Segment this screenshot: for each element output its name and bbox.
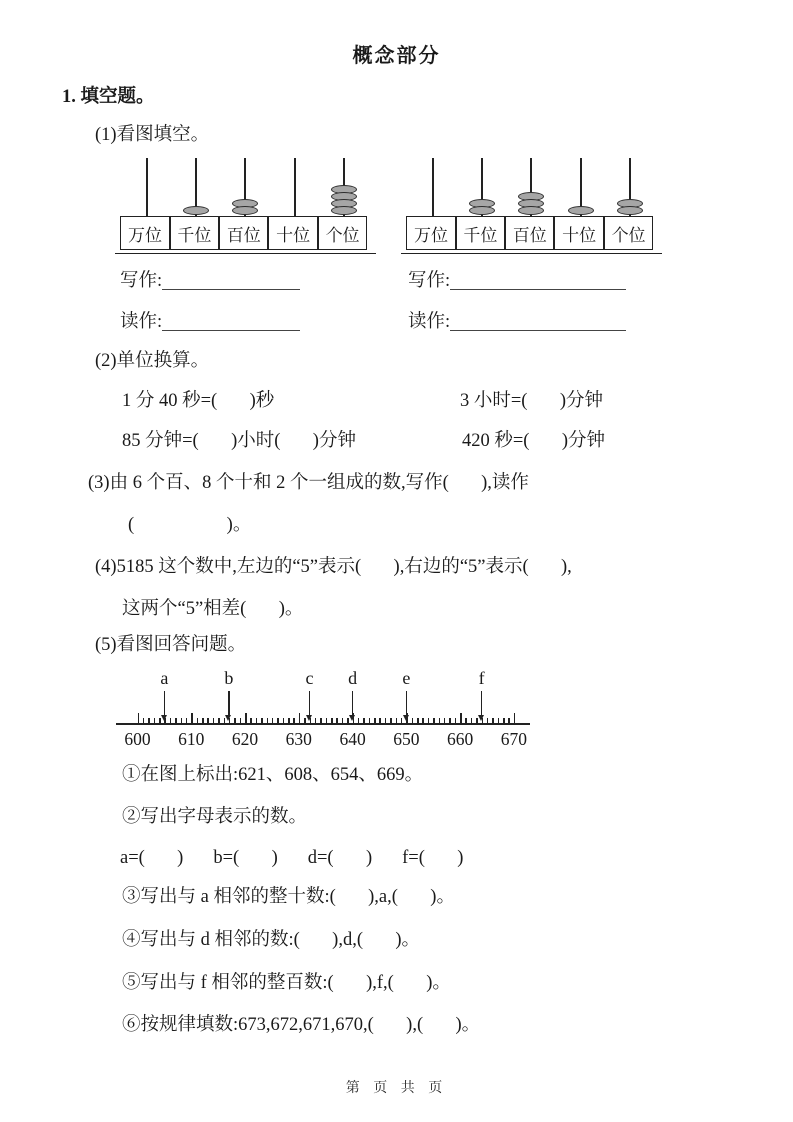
axis-tick-label: 630 [285, 729, 312, 749]
bead-stack [617, 201, 643, 215]
marker-arrowhead-icon [161, 715, 167, 721]
marker-arrow-stem [164, 691, 166, 716]
abacus-column [320, 158, 369, 250]
write-row-right [408, 266, 626, 292]
bead-stack [331, 187, 357, 215]
axis-tick [191, 713, 193, 723]
place-value-cell: 千位 [456, 216, 505, 250]
axis-tick [471, 718, 473, 723]
part2-line1-left: 1 分 40 秒=( )秒 [122, 391, 275, 411]
abacus-rod [146, 158, 148, 217]
write-label: 写作: [408, 271, 451, 291]
question-1-heading: 1. 填空题。 [62, 87, 155, 107]
axis-tick [218, 718, 220, 723]
axis-tick [250, 718, 252, 723]
read-row-right [408, 307, 626, 333]
part5-sub3: ③写出与 a 相邻的整十数:( ),a,( )。 [122, 887, 455, 907]
abacus-column [270, 158, 319, 250]
axis-tick [428, 718, 430, 723]
axis-tick [433, 718, 435, 723]
axis-tick [143, 718, 145, 723]
axis-tick [148, 718, 150, 723]
axis-tick [396, 718, 398, 723]
abacus-bead [469, 206, 495, 215]
read-row-left [120, 307, 300, 333]
marker-letter: f [478, 668, 485, 688]
abacus-column [221, 158, 270, 250]
axis-tick [197, 718, 199, 723]
abacus-column [507, 158, 556, 250]
part1-label: (1)看图填空。 [95, 125, 210, 145]
part3-line2: ( )。 [128, 515, 252, 535]
axis-tick [186, 718, 188, 723]
axis-tick [234, 718, 236, 723]
marker-letter: d [348, 668, 358, 688]
read-label: 读作: [120, 312, 163, 332]
abacus-left [122, 158, 369, 250]
place-value-cell: 个位 [604, 216, 653, 250]
abacus-bead [518, 206, 544, 215]
axis-tick [449, 718, 451, 723]
axis-tick [299, 713, 301, 723]
abacus-column [556, 158, 605, 250]
axis-tick [385, 718, 387, 723]
abacus-column [457, 158, 506, 250]
marker-arrowhead-icon [403, 715, 409, 721]
blank-d: d=( ) [307, 848, 373, 868]
axis-tick [379, 718, 381, 723]
axis-tick [374, 718, 376, 723]
abacus-rod [294, 158, 296, 217]
axis-tick [498, 718, 500, 723]
abacus-bead [331, 206, 357, 215]
bead-stack [183, 208, 209, 215]
abacus-right [408, 158, 655, 250]
axis-tick [417, 718, 419, 723]
place-value-cell: 十位 [554, 216, 603, 250]
axis-tick [336, 718, 338, 723]
place-value-cell: 万位 [406, 216, 455, 250]
axis-tick [267, 718, 269, 723]
part4-line2: 这两个“5”相差( )。 [122, 599, 304, 619]
abacus-column [606, 158, 655, 250]
part5-sub4: ④写出与 d 相邻的数:( ),d,( )。 [122, 930, 421, 950]
axis-tick [245, 713, 247, 723]
axis-tick [514, 713, 516, 723]
part3-line1: (3)由 6 个百、8 个十和 2 个一组成的数,写作( ),读作 [88, 473, 529, 493]
axis-tick [315, 718, 317, 723]
axis-tick [207, 718, 209, 723]
part2-line1-right: 3 小时=( )分钟 [460, 391, 604, 411]
axis-tick-label: 650 [393, 729, 420, 749]
write-row-left [120, 266, 300, 292]
axis-tick [288, 718, 290, 723]
axis-tick [272, 718, 274, 723]
axis-tick [175, 718, 177, 723]
axis-tick [170, 718, 172, 723]
axis-tick-label: 670 [500, 729, 527, 749]
marker-arrow-stem [406, 691, 408, 716]
part2-line2-right: 420 秒=( )分钟 [462, 431, 606, 451]
marker-arrowhead-icon [349, 715, 355, 721]
axis-tick [369, 718, 371, 723]
axis-tick [444, 718, 446, 723]
marker-letter: c [305, 668, 314, 688]
part5-sub2-items [120, 847, 463, 870]
axis-tick [439, 718, 441, 723]
abacus-bead [568, 206, 594, 215]
read-blank-right [450, 310, 626, 331]
axis-tick [390, 718, 392, 723]
axis-tick [465, 718, 467, 723]
abacus-bead [617, 206, 643, 215]
write-blank-left [162, 269, 300, 290]
read-blank-left [162, 310, 300, 331]
bead-stack [518, 194, 544, 215]
write-blank-right [450, 269, 626, 290]
number-line-axis [116, 723, 530, 725]
axis-tick [422, 718, 424, 723]
blank-f: f=( ) [402, 848, 464, 868]
axis-tick-label: 640 [339, 729, 366, 749]
abacus-column [408, 158, 457, 250]
axis-tick [331, 718, 333, 723]
axis-tick [487, 718, 489, 723]
axis-tick [455, 718, 457, 723]
part5-sub6: ⑥按规律填数:673,672,671,670,( ),( )。 [122, 1015, 481, 1035]
part2-line2-left: 85 分钟=( )小时( )分钟 [122, 431, 356, 451]
axis-tick [326, 718, 328, 723]
place-value-cell: 个位 [318, 216, 367, 250]
write-label: 写作: [120, 271, 163, 291]
axis-tick [213, 718, 215, 723]
bead-stack [568, 208, 594, 215]
axis-tick [138, 713, 140, 723]
axis-tick-label: 600 [124, 729, 151, 749]
abacus-rod [432, 158, 434, 217]
axis-tick [283, 718, 285, 723]
marker-arrow-stem [309, 691, 311, 716]
place-value-cell: 十位 [268, 216, 317, 250]
page-title: 概念部分 [352, 45, 441, 67]
abacus-column [171, 158, 220, 250]
part5-sub5: ⑤写出与 f 相邻的整百数:( ),f,( )。 [122, 973, 451, 993]
bead-stack [469, 201, 495, 215]
marker-arrowhead-icon [306, 715, 312, 721]
marker-arrow-stem [352, 691, 354, 716]
axis-tick [240, 718, 242, 723]
axis-tick [202, 718, 204, 723]
abacus-bead [232, 206, 258, 215]
marker-arrow-stem [481, 691, 483, 716]
axis-tick [154, 718, 156, 723]
part2-label: (2)单位换算。 [95, 351, 210, 371]
axis-tick [261, 718, 263, 723]
axis-tick [342, 718, 344, 723]
place-value-cell: 万位 [120, 216, 169, 250]
axis-tick [277, 718, 279, 723]
axis-tick [358, 718, 360, 723]
marker-arrowhead-icon [478, 715, 484, 721]
axis-tick [320, 718, 322, 723]
axis-tick [256, 718, 258, 723]
marker-arrowhead-icon [225, 715, 231, 721]
part5-label: (5)看图回答问题。 [95, 635, 247, 655]
bead-stack [232, 201, 258, 215]
axis-tick [492, 718, 494, 723]
marker-letter: a [160, 668, 169, 688]
axis-tick [508, 718, 510, 723]
abacus-column [122, 158, 171, 250]
blank-b: b=( ) [213, 848, 278, 868]
axis-tick [293, 718, 295, 723]
place-value-cell: 千位 [170, 216, 219, 250]
axis-tick [363, 718, 365, 723]
axis-tick [181, 718, 183, 723]
marker-arrow-stem [228, 691, 230, 716]
page-footer: 第 页 共 页 [345, 1081, 448, 1096]
axis-tick [412, 718, 414, 723]
place-value-cell: 百位 [219, 216, 268, 250]
part5-sub2: ②写出字母表示的数。 [122, 807, 308, 827]
place-value-cell: 百位 [505, 216, 554, 250]
marker-letter: e [402, 668, 411, 688]
abacus-bead [183, 206, 209, 215]
part5-sub1: ①在图上标出:621、608、654、669。 [122, 765, 424, 785]
number-line [116, 670, 536, 760]
axis-tick-label: 620 [231, 729, 259, 749]
axis-tick [460, 713, 462, 723]
axis-tick [503, 718, 505, 723]
marker-letter: b [224, 668, 234, 688]
blank-a: a=( ) [120, 848, 184, 868]
part4-line1: (4)5185 这个数中,左边的“5”表示( ),右边的“5”表示( ), [95, 557, 572, 577]
read-label: 读作: [408, 312, 451, 332]
axis-tick-label: 660 [446, 729, 474, 749]
axis-tick-label: 610 [178, 729, 205, 749]
